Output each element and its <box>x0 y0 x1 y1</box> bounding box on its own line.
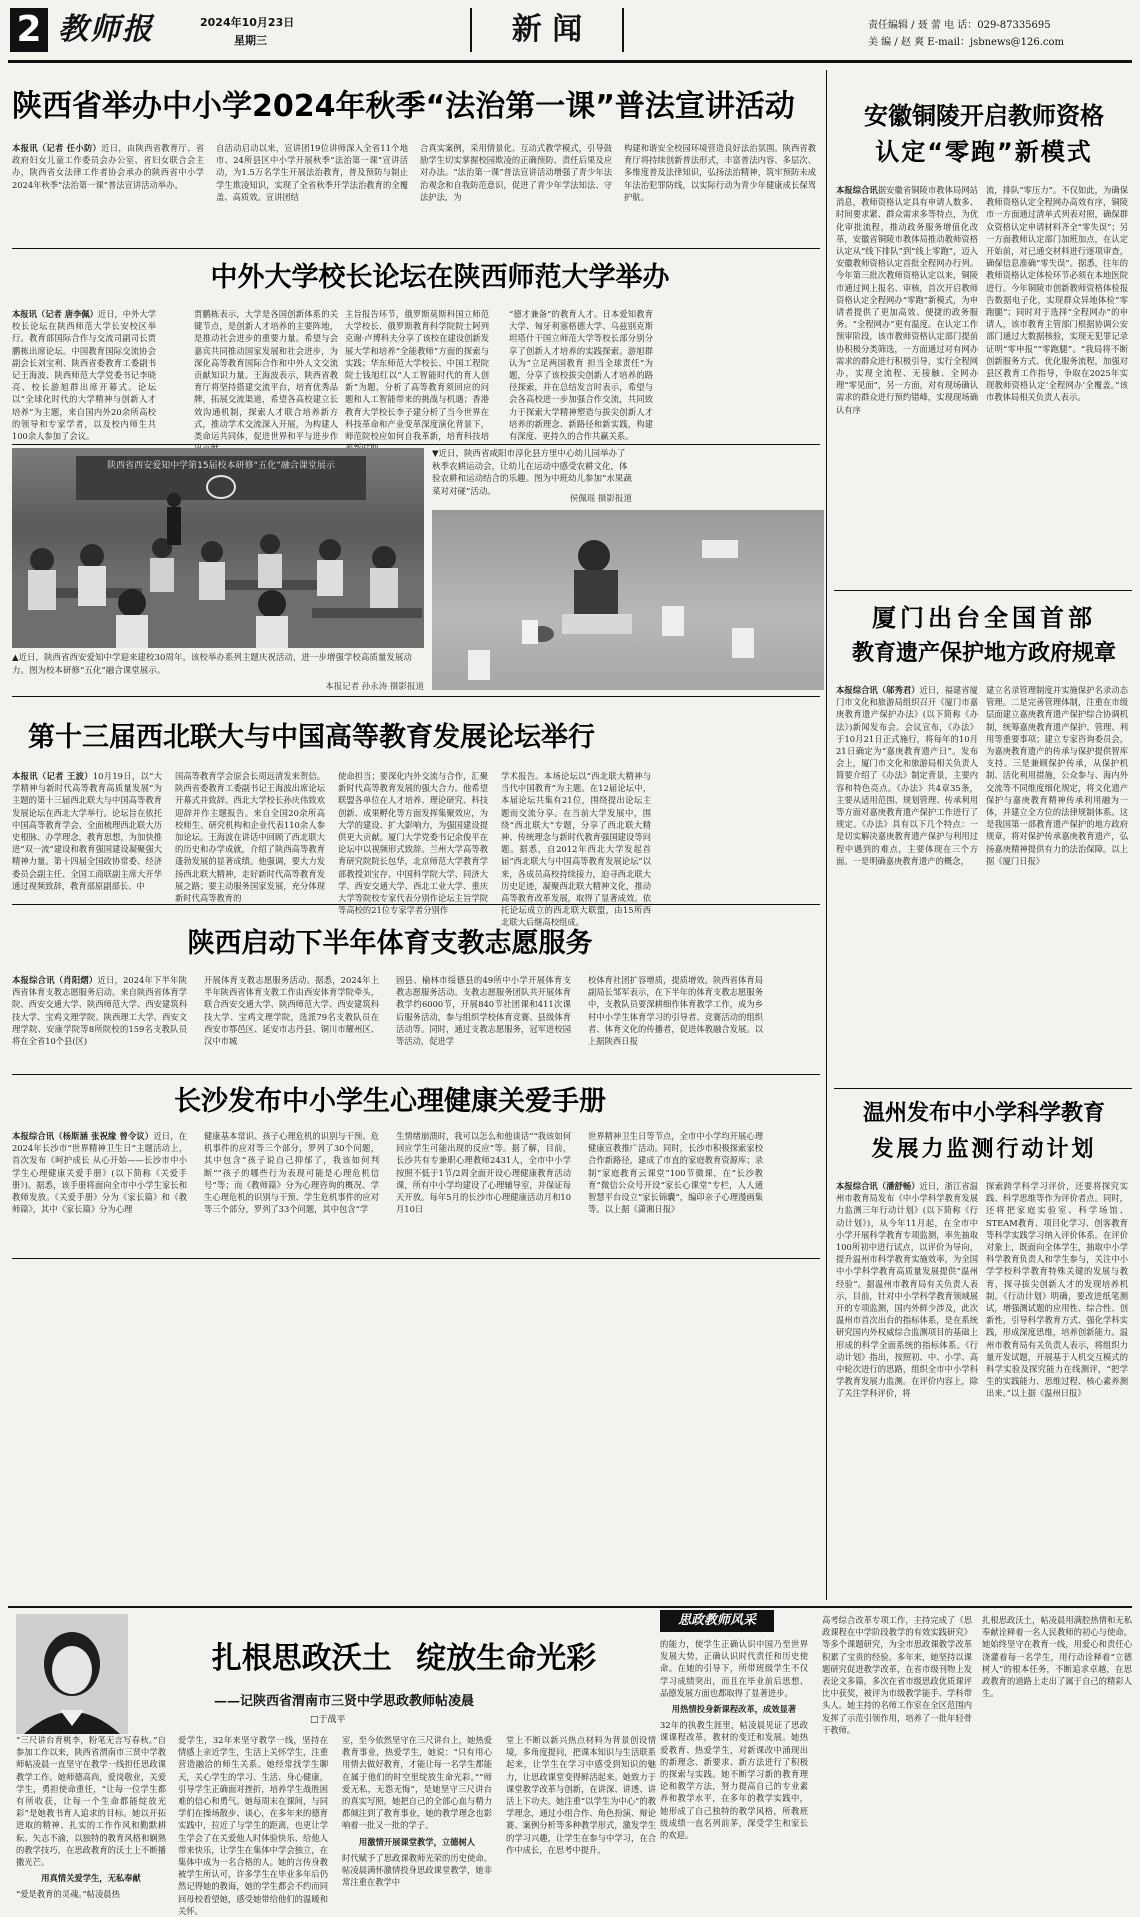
headline-forum: 中外大学校长论坛在陕西师范大学举办 <box>210 262 670 293</box>
classroom-banner <box>76 456 366 500</box>
byline: 本报综合讯（潘舒畅） <box>836 1181 920 1191</box>
feature-column-tag: 思政教师风采 <box>660 1610 774 1632</box>
forum-col2: 贾鹏栋表示，大学是各国创新体系的关键节点，是创新人才培养的主要阵地，是推动社会进步的重要力量。希望与会嘉宾共同推动国家发展和社会进步，为深化高等教育国际合作和中外人文交流贡献知识力量。王海波表示，陕西省教育厅将坚持搭建交流平台，培育优秀品牌，拓展交流渠道，希望各高校建立长效沟通机制，探索人才联合培养新方式，推动学术交流深入开展，为构建人类命运共同体，促进世界和平与进步作 <box>194 309 338 442</box>
shaanxi-law-col3: 合真实案例，采用情景化、互动式教学模式，引导鼓励学生切实掌握校园欺凌的正确预防、责任后果及应对办法。“法治第一课”普法宣讲活动增强了青少年法治观念和自我防范意识，促进了青少年学法知法、守法护法，为 <box>420 143 612 202</box>
byline: 本报综合讯（邬秀君） <box>836 685 920 695</box>
northwest-col1: 本报讯（记者 王波）10月19日，以“大学精神与新时代高等教育高质量发展”为主题的第十三届西北联大与中国高等教育发展论坛在西北大学举行。论坛旨在依托中国高等教育学会、全面梳理西北联大历史根脉、办学理念，教育思想，为加快推进“双一流”建设和教育强国建设凝聚强大精神力量。第十四届全国政协常委、经济委员会副主任、全国工商联副主席大开华通过视频致辞，教育部原副部长、中 <box>12 771 163 891</box>
feature-col4: 堂上不断以新兴热点材料为背景创设情境，多角度提问，把课本知识与生活联系起来，让学生在学习中感受到知识的魅力，让思政课堂变得鲜活起来。她致力于课堂教学改革与创新，在讲深、讲透、讲活上下功夫。她注重“以学生为中心”的教学理念，通过小组合作、角色扮演、辩论赛、案例分析等多种教学形式，激发学生的学习兴趣，让学生在参与中学习，在合作中成长，在思考中提升。 <box>506 1735 656 1855</box>
column-divider <box>826 70 827 1600</box>
volunteer-col2: 开展体育支教志愿服务活动。据悉，2024年上半年陕西省体育支教工作由西安体育学院牵头，联合西安交通大学、陕西师范大学、西安建筑科技大学、宝鸡文理学院，选派79名支教队员在西安市鄠邑区、延安市志丹县、铜川市耀州区、汉中市城 <box>204 975 379 1047</box>
issue-weekday: 星期三 <box>234 34 267 47</box>
headline-anhui-line2: 认定“零跑”新模式 <box>875 138 1093 166</box>
changsha-col4: 世界精神卫生日等节点，全市中小学均开展心理健康宣教推广活动。同时，长沙市积极探索家校合作新路径，建成了市直的家庭教育资源库；录制“家庭教育云课堂”100节微课，在“长沙教育”微信公众号开设“家长心课堂”专栏，人人通智慧平台设立“家长锦囊”，编印亲子心理漫画集等。以上据《潇湘日报》 <box>588 1131 763 1215</box>
headline-feature: 扎根思政沃土 绽放生命光彩 <box>211 1641 597 1676</box>
anhui-col2: 流，排队“零压力”。不仅如此，为确保教师资格认定全程网办高效有序，铜陵市一方面通过清单式列表对照，确保群众资格认定申请材料齐全“零失误”；另一方面教师认定部门加班加点，在认定开始前，对已通交材料进行逐项审查，确保信息准确“零失误”。据悉，往年的教师资格认定体检环节必须在本地医院进行。今年铜陵市创新教师资格体检报告数据电子化，实现群众异地体检“零跑腿”；同时对于选择“全程网办”的申请人，该市教育主管部门根据协调公安部门通过大数据核验，实现无犯罪记录证明“零申报”“零跑腿”。“我局将不断创新服务方式、优化服务流程，加强对县区教育工作指导，争取在2025年实现教师资格认定‘全程网办’全覆盖。”该市教体局相关负责人表示。 <box>986 185 1128 403</box>
kindergarten-photo-credit: 侯佩瑶 摄影报道 <box>569 494 632 504</box>
divider <box>834 590 1132 591</box>
teacher-portrait <box>16 1614 128 1734</box>
anhui-col1: 本报综合讯据安徽省铜陵市教体局网站消息，教师资格认定具有申请人数多、时间要求紧、群众需求多等特点，为优化审批流程，推动政务服务增值化改革，安徽省铜陵市教体局推动教师资格认定从“线下排队”到“线上零跑”，迈入安徽教师资格认定首批全程网办行列。今年第三批次教师资格认定以来，铜陵市通过网上报名、审核，首次开启教师资格认定全程网办“零跑”新模式，为申请者提供了更加高效、便捷的政务服务。“全程网办”更有温度。在认定工作预审阶段，该市教师资格认定部门提前协积极分类筛选，一方面通过对有网办需求的群众进行积极引导，实行全程网办，实现全流程、无接触、全网办理“零见面”，另一方面，对有现场确认需求的群众进行预约错峰，实现现场确认有序 <box>836 185 978 415</box>
classroom-photo-caption: ▲近日，陕西省西安爱知中学迎来建校30周年。该校举办系列主题庆祝活动，进一步增强学校高质量发展动力。图为校本研修“五化”融合课堂展示。 <box>12 653 412 676</box>
volunteer-col1: 本报综合讯（肖阳熠）近日，2024年下半年陕西省体育支教志愿服务启动。来自陕西省体育学院、西安交通大学、陕西师范大学、西安建筑科技大学、宝鸡文理学院、陕西理工大学、西安文理学院、安康学院等8所院校的159名支教队员将在全省10个县(区) <box>12 975 187 1047</box>
shaanxi-law-col2: 自活动启动以来，宣讲团19位讲师深入全省11个地市、24所县区中小学开展秋季“法治第一课”宣讲活动，为1.5万名学生开展法治教育，普及预防与制止学生欺凌知识，实现了全省秋季开学法治教育的全覆盖、高质效。宣讲团结 <box>216 143 408 202</box>
northwest-col2: 国高等教育学会原会长周远清发来贺信。陕西省委教育工委副书记王海波出席论坛开幕式并致辞。西北大学校长孙庆伟致欢迎辞并作主题报告。来自全国20余所高校师生、研究机构和企业代表110余人参加论坛。王海波在讲话中回顾了西北联大的历史和办学成就，介绍了陕西高等教育蓬勃发展的显著成绩。他强调，要大力发扬西北联大精神，走好新时代高等教育发展之路；要主动服务国家发展，充分体现新时代高等教育的 <box>175 771 325 904</box>
forum-col1: 本报讯（记者 唐李佩）近日，中外大学校长论坛在陕西师范大学长安校区举行。教育部国际合作与交流司副司长贾鹏栋出席论坛。中国教育国际交流协会副会长刘宝利、陕西省委教育工委副书记王海波、陕西师范大学党委书记李晓亮、校长游旭群出席开幕式。论坛以“全球化时代的大学精神与创新人才培养”为主题，来自国内外20余所高校的领导和专家学者，以及校内师生共100余人参加了会议。 <box>12 309 156 442</box>
classroom-photo-credit: 本报记者 孙永涛 摄影报道 <box>325 682 424 692</box>
banner-emblem <box>206 475 236 499</box>
feature-subhead: ——记陕西省渭南市三贤中学思政教师帖凌晨 <box>214 1694 475 1709</box>
headline-northwest: 第十三届西北联大与中国高等教育发展论坛举行 <box>28 722 595 753</box>
feature-subheading: 用热情投身新课程改革，成效显著 <box>671 1704 797 1715</box>
byline: 本报综合讯 <box>836 185 878 195</box>
wenzhou-col1: 本报综合讯（潘舒畅）近日，浙江省温州市教育局发布《中小学科学教育发展力监测三年行动计划》(以下简称《行动计划》)，从今年11月起，在全市中小学开展科学教育专项监测，率先抽取100所初中进行试点，以评价为导向，提升温州市科学教育实施效率，为全国中小学科学教育高质量发展提供“温州经验”。据温州市教育局有关负责人表示，目前，针对中小学科学教育领域展开的专项监测，国内外鲜少涉及，此次温州市首次出台的指标体系，是在系统研究国内外权威综合监测项目的基础上形成的科学全面系统的指标体系。《行动计划》指出，按照初、中、小学、高中轮次进行的思路，组织全市中小学科学教育发展力监测。在评价内容上，除了关注学科评价，将 <box>836 1181 978 1399</box>
northwest-col4: 学术报告。本场论坛以“西北联大精神与当代中国教育”为主题。在12届论坛中，本届论坛共集有21位，围绕提出论坛主题而交流分享。在当前大学发展中，围绕“西北联大”专题，分享了西北联大精神、传统理念与新时代教育强国建设等问题。据悉，自2012年西北大学发起首届“西北联大与中国高等教育发展论坛”以来，各成员高校持续接力，迫寻西北联大历史足迹，凝聚西北联大精神文化，推动高等教育改革发展，取得了显著成效。依托论坛成立的西北联大联盟，由15所西北联大后继高校组成。 <box>501 771 651 928</box>
editor-line: 责任编辑 / 聂 蕾 电 话：029-87335695 <box>868 20 1051 31</box>
classroom-students-illustration <box>12 508 424 648</box>
headline-anhui-line1: 安徽铜陵开启教师资格 <box>864 102 1104 130</box>
divider <box>12 904 820 905</box>
design-line: 美 编 / 赵 爽 E-mail：jsbnews@126.com <box>868 37 1065 48</box>
headline-wenzhou-line1: 温州发布中小学科学教育 <box>862 1101 1105 1126</box>
changsha-col3: 生情绪崩溃时，我可以怎么和他谈话”“我该如何回应学生可能出现的反应”等。据了解，目前，长沙共有专兼职心理教师2431人，全市中小学按照不低于1节/2周全面开设心理健康教育活动课，所有中小学均建设了心理辅导室，并保证每天开放。每年5月的长沙市心理健康活动月和10月10日 <box>396 1131 571 1215</box>
headline-xiamen-line2: 教育遗产保护地方政府规章 <box>851 641 1116 666</box>
divider <box>12 444 820 445</box>
headline-xiamen-line1: 厦门出台全国首部 <box>872 604 1096 632</box>
byline: 本报综合讯（肖阳熠） <box>12 975 98 985</box>
changsha-col2: 健康基本常识、孩子心理危机的识别与干预、危机事件的应对等三个部分，罗列了30个问题，其中包含“孩子说自己抑郁了，我该如何判断”“孩子的哪些行为表现可能是心理危机信号”等；而《教师篇》分为心理咨询的概况、学生心理危机的识别与干预、学生危机事件的应对等三个部分，罗列了33个问题，其中包含“学 <box>204 1131 379 1215</box>
headline-shaanxi-law: 陕西省举办中小学2024年秋季“法治第一课”普法宣讲活动 <box>12 89 795 124</box>
headline-wenzhou-line2: 发展力监测行动计划 <box>871 1137 1097 1162</box>
feature-col7: 扎根思政沃土，帖凌晨用满腔热情和无私奉献诠释着一名人民教师的初心与使命。她始终坚守在教育一线，用爱心和责任心浇灌着每一名学生，用行动诠释着“立德树人”的根本任务，不断追求卓越，在思政教育的道路上走出了属于自己的精彩人生。 <box>982 1615 1132 1699</box>
feature-subheading: 用真情关爱学生，无私奉献 <box>41 1873 141 1884</box>
feature-col2: 爱学生，32年来坚守教学一线，坚持在情感上亲近学生，生活上关怀学生，注重营造融洽的师生关系。她经常找学生聊天，关心学生的学习、生活、身心健康，引导学生正确面对挫折，培养学生战胜困难的信心和勇气。她每周末在课间，与同学们在操场散步、谈心，在多年来的德育实践中，拉近了与学生的距离，也更让学生学会了在关爱他人时体验快乐、给他人带来快乐，让学生在集体中学会独立，在集体中成为一名合格的人。她的言传身教被学生所认可，许多学生在毕业多年后仍然记得她的教诲，她的学生都会不约而同回母校看望她，感受她带给他们的温暖和关怀。 <box>178 1735 328 1916</box>
xiamen-col1: 本报综合讯（邬秀君）近日，福建省厦门市文化和旅游局组织召开《厦门市嘉庚教育遗产保护办法》(以下简称《办法》)新闻发布会。会议宣布，《办法》于10月21日正式施行，将每年的10月21日确定为“嘉庚教育遗产日”。发布会上，厦门市文化和旅游局相关负责人简要介绍了《办法》制定背景，主要内容和特色亮点。《办法》共4章35条，主要从适用范围、规划管理、传承利用等方面对嘉庚教育遗产保护工作进行了规定。《办法》具有以下几个特点：一是切实解决嘉庚教育遗产保护与利用过程中遇到的难点，主要体现在三个方面。一是明确嘉庚教育遗产的概念， <box>836 685 978 866</box>
volunteer-col4: 校体育社团扩容增质，提质增效。陕西省体育局副局长邹军表示，在下半年的体育支教志愿服务中，支教队员要深耕细作体育教学工作，成为乡村中小学生体育学习的引导者、竞赛活动的组织者、体育文化的传播者，促进体教融合发展。以上据陕西日报 <box>588 975 763 1047</box>
divider <box>12 696 820 697</box>
paper-name: 教师报 <box>58 12 154 47</box>
classroom-photo <box>12 448 424 648</box>
volunteer-col3: 固县、榆林市绥德县的49所中小学开展体育支教志愿服务活动。支教志愿服务团队共开展体育教学约6000节，开展840节社团课和411次课后服务活动，参与组织学校体育竞赛、县级体育活动等。同时，通过支教志愿服务，冠军进校园等活动，促进学 <box>396 975 571 1047</box>
masthead <box>0 0 1140 60</box>
divider <box>834 1088 1132 1089</box>
byline: 本报讯（记者 王波） <box>12 771 93 781</box>
feature-col1: “三尺讲台育桃李，粉笔无言写春秋。”自参加工作以来，陕西省渭南市三贤中学教师帖凌晨一直坚守在教学一线担任思政课教学工作。她师德高尚，爱岗敬业，关爱学生，勇担使命重任，“让每一位学生都有所收获，让每一个生命都能绽放光彩”是她教书育人追求的目标。她以开拓进取的精神、扎实的工作作风和勤默耕耘、矢志不渝，以独特的教育风格和娴熟的教学技巧，在思政教育的沃土上不断播撒光芒。 用真情关爱学生，无私奉献 “爱是教育的灵魂。”帖凌晨热 <box>16 1735 166 1900</box>
byline: 本报讯（记者 任小防） <box>12 143 102 153</box>
feature-col6: 高考综合改革专项工作，主持完成了《思政课程在中学阶段教学的有效实践研究》等多个课题研究，为全市思政课教学改革积累了宝贵的经验。多年来，她坚持以课题研究促进教学改革，在省市级刊物上发表论文多篇，多次在省市级思政优质课评比中获奖，被评为市级教学能手、学科带头人。她主持的名师工作室在全区范围内发挥了示范引领作用，培养了一批年轻骨干教师。 <box>822 1615 972 1735</box>
masthead-rule <box>8 60 1132 63</box>
divider <box>12 1074 820 1075</box>
divider <box>12 1258 820 1259</box>
feature-author-box: □于战平 <box>310 1715 346 1725</box>
feature-subheading: 用激情开展课堂教学，立德树人 <box>358 1836 476 1847</box>
banner-text: 陕西省西安爱知中学第15届校本研修“五化”融合课堂展示 <box>107 461 335 471</box>
page-number: 2 <box>10 8 48 52</box>
kindergarten-child-illustration <box>432 510 824 690</box>
changsha-col1: 本报综合讯（杨斯涵 张祝缘 曾令议）近日，在2024年长沙市“世界精神卫生日”主题活动上，首次发布《呵护成长 从心开始——长沙市中小学生心理健康关爱手册》(以下简称《关爱手册》)。据悉，该手册将面向全市中小学生家长和教师发放。《关爱手册》分为《家长篇》和《教师篇》，其中《家长篇》分为心理 <box>12 1131 187 1215</box>
feature-author: 于战平 <box>318 1715 346 1725</box>
section-title: 新 闻 <box>470 8 624 52</box>
issue-date: 2024年10月23日 <box>200 16 295 29</box>
feature-col5: 的能力，使学生正确认识中国乃至世界发展大势，正确认识时代责任和历史使命。在她的引导下，所带班级学生不仅学习成绩突出，而且在毕业前后思想、品德发展方面也都取得了显著进步。 用热情投身新课程改革，成效显著 32年的执教生涯里，帖凌晨见证了思政课课程改革，教材的变迁和发展。她热爱教育、热爱学生，对新课改中涌现出的新理念、新要求、新方法进行了积极的探索与实践。她不断学习新的教育理论和教学方法，努力提高自己的专业素养和教学水平，在多年的教学实践中，她形成了自己独特的教学风格，所教班级成绩一直名列前茅，深受学生和家长的欢迎。 <box>660 1639 808 1841</box>
shaanxi-law-col4: 构建和谐安全校园环境营造良好法治氛围。陕西省教育厅将持续创新普法形式，丰富普法内容、多层次、多维度普及法律知识，弘扬法治精神，筑牢预防未成年法治犯罪防线，以实际行动为青少年健康成长保驾护航。 <box>624 143 816 202</box>
divider <box>12 248 820 249</box>
feature-top-rule <box>8 1606 1132 1608</box>
headline-changsha: 长沙发布中小学生心理健康关爱手册 <box>174 1086 606 1117</box>
kindergarten-photo <box>432 510 824 690</box>
shaanxi-law-col1: 本报讯（记者 任小防）近日，由陕西省教育厅、省政府妇女儿童工作委员会办公室、省妇女联合会主办，陕西省女法律工作者协会承办的陕西省中小学2024年秋季“法治第一课”普法宣讲活动举办。 <box>12 143 204 190</box>
northwest-col3: 使命担当；要深化内外交流与合作，汇聚新时代高等教育发展的强大合力。他希望联盟各单位在人才培养、理论研究、科技创新、成果孵化等方面发挥集聚效应，为大学的建设、扩大影响力，为强国建设提供更大贡献。厦门大学党委书记余俊平在论坛中以视频形式致辞。兰州大学高等教育研究院院长包华，北京师范大学教育学部教授刘宝存、中国科学院大学、同济大学、西安交通大学、西北工业大学、重庆大学等院校专家代表分别作论坛主旨学院等高校的21位专家学者分别作 <box>338 771 488 916</box>
headline-volunteer: 陕西启动下半年体育支教志愿服务 <box>187 928 593 959</box>
forum-col3: 主旨报告环节，俄罗斯莫斯科国立师范大学校长、俄罗斯教育科学院院士阿列克谢·卢博科夫分享了该校在建设创新发展大学和培养“全能教师”方面的探索与实践；华东师范大学校长、中国工程院院士钱旭红以“人工智能时代的育人创新”为题，分析了高等教育须回应的问题和人工智能带来的挑战与机遇；香港教育大学校长李子建分析了当今世界在科技革命和产业变革深度演化背景下，师范院校应如何自我革新，培育科技培 <box>345 309 489 442</box>
byline: 本报综合讯（杨斯涵 张祝缘 曾令议） <box>12 1131 154 1141</box>
wenzhou-col2: 探索跨学科学习评价，还要将探究实践、科学思维等作为评价者点。同时，还将把家庭实验室、科学场馆、STEAM教育、项目化学习、创客教育等科学实践学习纳入评价体系。在评价对象上，既面向全体学生，抽取中小学科学教育负责人和学生参与，关注中小学学校科学教育特殊关键的发展与教育，探寻拔尖创新人才的发现培养机制。《行动计划》明确，要改进纸笔测试，增强测试题的应用性、综合性、创新性，引导科学教育方式、强化学科实践，形成深度思维，培养创新能力。温州市教育局有关负责人表示，将组织力量开发试题，开展基于人机交互模式的科学实验及探究能力在线测评，“把学生的实践能力、思维过程、核心素养测出来。”以上据《温州日报》 <box>986 1181 1128 1399</box>
xiamen-col2: 建立名录管理制度并实施保护名录动态管理。二是完善管理体制，注重在市级层面建立嘉庚教育遗产保护综合协调机制，统筹嘉庚教育遗产保护、管理、利用等重要事项；建立专家咨询委员会，为嘉庚教育遗产的传承与保护提供智库支持。三是兼顾保护传承，从保护机制、活化利用措施，公众参与、海内外交流等不同维度细化规定，将文化遗产保护与嘉庚教育精神传承利用融为一体，并建立全方位的法律规制体系。这是我国第一部教育遗产保护的地方政府规章，将对保护传承嘉庚教育遗产，弘扬嘉庚精神提供有力的法治保障。以上据《厦门日报》 <box>986 685 1128 866</box>
forum-col4: “德才兼备”的教育人才。日本爱知教育大学、匈牙利塞格德大学、乌兹别克斯坦塔什干国立师范大学等校长部分别分享了创新人才培养的实践探索。游旭群认为“立足两国教育 担当全球责任”为题，分享了该校拔尖创新人才培养的路径探索，并在总结发言时表示，希望与会各高校进一步加强合作交流，共同致力于探索大学精神塑造与拔尖创新人才培养的新理念、新路径和新实践，构建有深度、更持久的合作共赢关系。 <box>509 309 653 442</box>
teacher-figure <box>162 492 186 546</box>
kindergarten-photo-caption: ▼近日，陕西省咸阳市淳化县方里中心幼儿园举办了秋季农耕运动会，让幼儿在运动中感受农耕文化，体验农耕和运动结合的乐趣。图为中班幼儿参加“水果蔬菜对对碰”活动。 <box>432 449 632 497</box>
feature-col3: 室，至今依然坚守在三尺讲台上，她热爱教育事业，热爱学生，她说：“只有用心用情去做好教育，才能让每一名学生都能在属于他们的时空里绽放生命光彩。”“师爱无私，无怨无悔”，是她坚守三尺讲台的真实写照，她把自己的全部心血与精力都倾注到了教育事业，她的教学理念也影响着一批又一批的学子。 用激情开展课堂教学，立德树人 时代赋予了思政课教师光荣的历史使命。帖凌晨满怀激情投身思政课堂教学，她非常注重在教学中 <box>342 1735 492 1888</box>
byline: 本报讯（记者 唐李佩） <box>12 309 98 319</box>
